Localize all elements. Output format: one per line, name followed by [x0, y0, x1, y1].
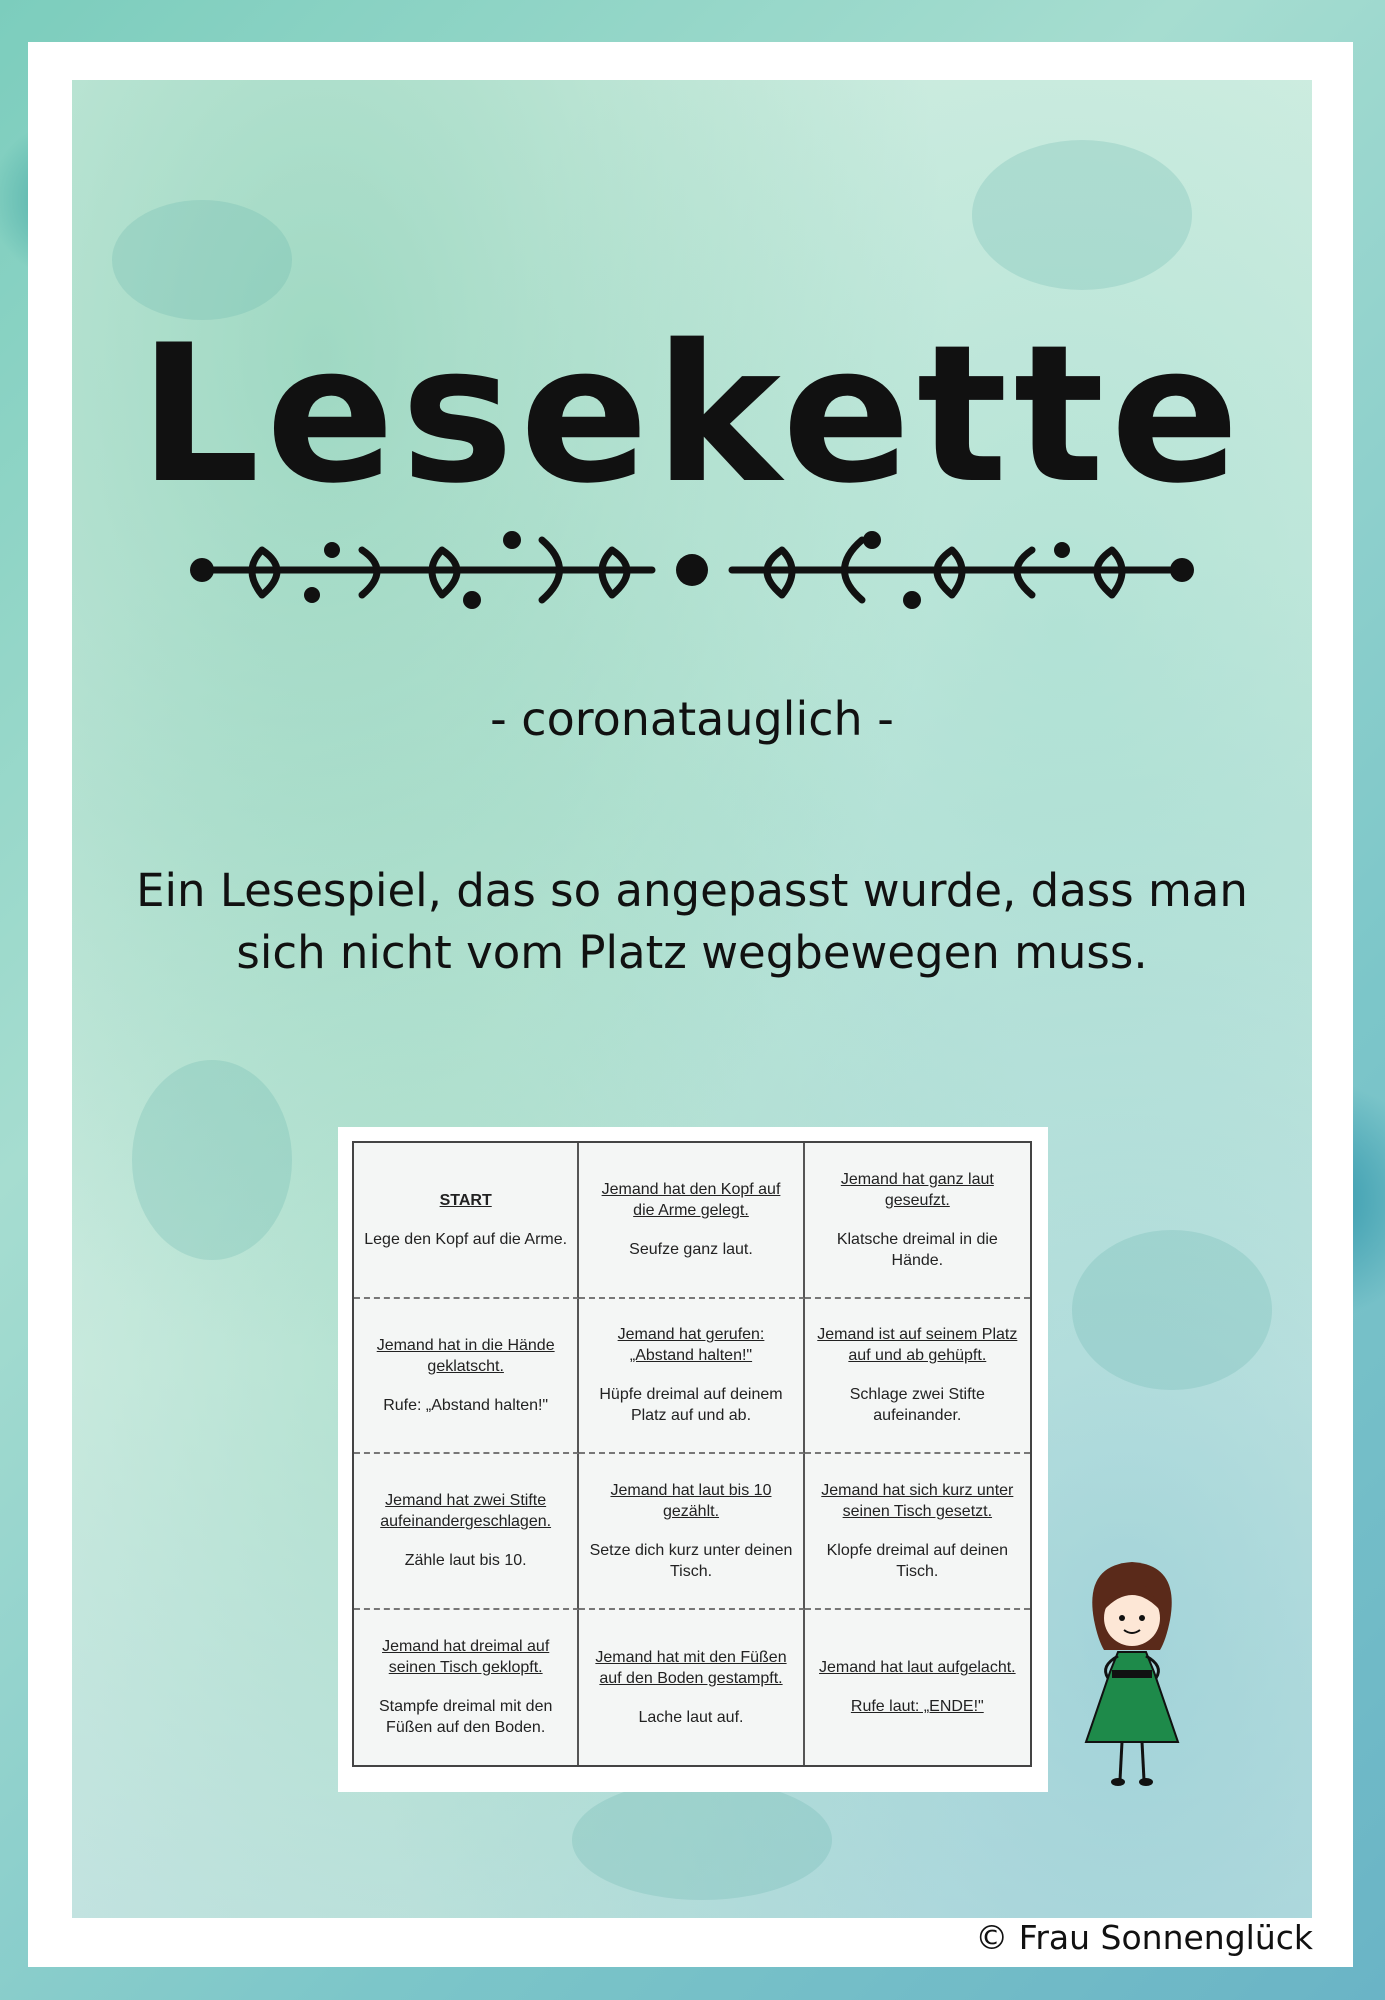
card-cell: [354, 1143, 579, 1299]
copyright-text: © Frau Sonnenglück: [975, 1918, 1313, 1957]
card-action: Seufze ganz laut.: [629, 1241, 753, 1259]
card-cue: Jemand hat mit den Füßen auf den Boden gestampft.: [595, 1648, 787, 1687]
watercolor-splash: [132, 1060, 292, 1260]
card-cell: [805, 1299, 1030, 1455]
watercolor-splash: [1072, 1230, 1272, 1390]
card-action: Hüpfe dreimal auf deinem Platz auf und ab.: [599, 1386, 783, 1425]
card-cell: [579, 1299, 804, 1455]
card-cell: [354, 1454, 579, 1610]
card-cue: Jemand ist auf seinem Platz auf und ab gehüpft.: [817, 1326, 1018, 1365]
card-cue: Jemand hat laut bis 10 gezählt.: [610, 1481, 772, 1520]
card-cue: Jemand hat ganz laut geseufzt.: [840, 1170, 994, 1209]
description: Ein Lesespiel, das so angepasst wurde, dass man sich nicht vom Platz wegbewegen muss.: [136, 864, 1248, 979]
card-cell: [354, 1299, 579, 1455]
girl-illustration: [1072, 1560, 1192, 1790]
card-action: Lege den Kopf auf die Arme.: [364, 1230, 568, 1248]
card-action: Schlage zwei Stifte aufeinander.: [849, 1386, 985, 1425]
card-cell: [354, 1610, 579, 1766]
card-cell: [579, 1143, 804, 1299]
game-card-preview: [338, 1127, 1048, 1792]
card-cue: START: [439, 1191, 492, 1209]
reading-chain-grid: [352, 1141, 1032, 1767]
card-action: Zähle laut bis 10.: [404, 1552, 527, 1570]
card-action: Rufe: „Abstand halten!": [383, 1396, 549, 1414]
card-action: Klopfe dreimal auf deinen Tisch.: [826, 1541, 1009, 1580]
card-cue: Jemand hat zwei Stifte aufeinandergeschlagen.: [380, 1492, 552, 1531]
card-cell: [805, 1143, 1030, 1299]
card-action: Rufe laut: „ENDE!": [850, 1698, 984, 1716]
card-cue: Jemand hat dreimal auf seinen Tisch geklopft.: [382, 1638, 550, 1677]
subtitle: - coronatauglich -: [490, 692, 894, 746]
card-cue: Jemand hat laut aufgelacht.: [819, 1659, 1016, 1677]
card-cell: [579, 1454, 804, 1610]
watercolor-splash: [972, 140, 1192, 290]
card-cell: [579, 1610, 804, 1766]
laurel-divider-icon: [182, 510, 1202, 630]
card-action: Setze dich kurz unter deinen Tisch.: [589, 1541, 793, 1580]
card-cue: Jemand hat den Kopf auf die Arme gelegt.: [601, 1181, 781, 1220]
page-title: Lesekette: [138, 304, 1246, 525]
card-cell: [805, 1610, 1030, 1766]
card-cell: [805, 1454, 1030, 1610]
card-action: Stampfe dreimal mit den Füßen auf den Boden.: [378, 1698, 553, 1737]
cover-page: [72, 80, 1312, 1918]
watercolor-splash: [112, 200, 292, 320]
card-action: Klatsche dreimal in die Hände.: [836, 1230, 998, 1269]
card-action: Lache laut auf.: [638, 1708, 744, 1726]
watercolor-splash: [572, 1780, 832, 1900]
card-cue: Jemand hat sich kurz unter seinen Tisch gesetzt.: [821, 1481, 1014, 1520]
card-cue: Jemand hat gerufen: „Abstand halten!": [617, 1326, 765, 1365]
card-cue: Jemand hat in die Hände geklatscht.: [376, 1336, 555, 1375]
